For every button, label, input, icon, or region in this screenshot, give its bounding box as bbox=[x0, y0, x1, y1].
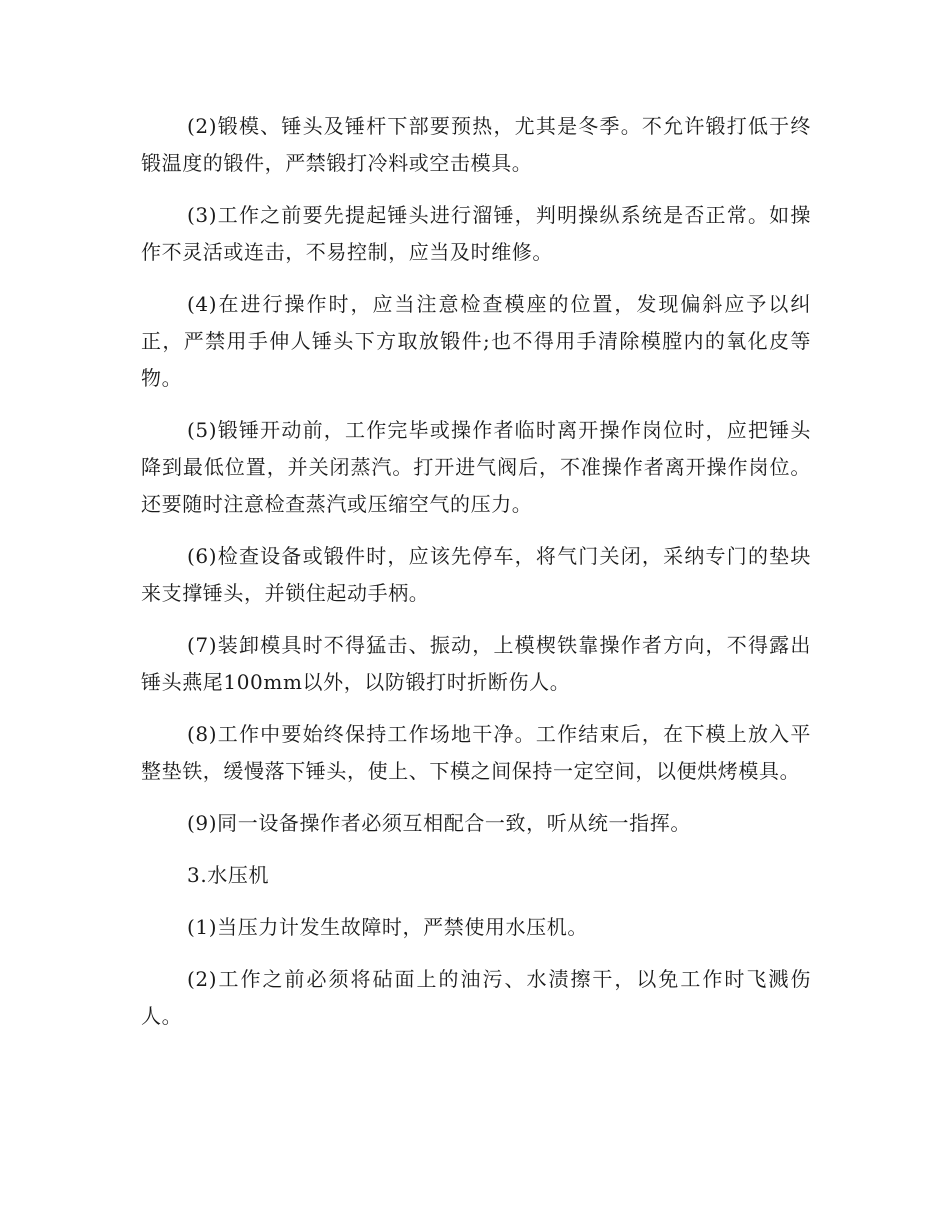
paragraph: (5)锻锤开动前，工作完毕或操作者临时离开操作岗位时，应把锤头降到最低位置，并关闭蒸汽。打开进气阀后，不准操作者离开操作岗位。还要随时注意检查蒸汽或压缩空气的压力。 bbox=[141, 418, 811, 516]
paragraph: (6)检查设备或锻件时，应该先停车，将气门关闭，采纳专门的垫块来支撑锤头，并锁住起动手柄。 bbox=[141, 544, 811, 605]
paragraph: (1)当压力计发生故障时，严禁使用水压机。 bbox=[187, 915, 588, 939]
paragraph: (8)工作中要始终保持工作场地干净。工作结束后，在下模上放入平整垫铁，缓慢落下锤头，使上、下模之间保持一定空间，以便烘烤模具。 bbox=[141, 722, 811, 783]
paragraph: (4)在进行操作时，应当注意检查模座的位置，发现偏斜应予以纠正，严禁用手伸人锤头下方取放锻件;也不得用手清除模膛内的氧化皮等物。 bbox=[141, 292, 811, 390]
section-heading: 3.水压机 bbox=[187, 863, 270, 887]
paragraph: (9)同一设备操作者必须互相配合一致，听从统一指挥。 bbox=[187, 811, 691, 835]
paragraph: (2)工作之前必须将砧面上的油污、水渍擦干，以免工作时飞溅伤人。 bbox=[141, 967, 811, 1028]
paragraph: (7)装卸模具时不得猛击、振动，上模楔铁靠操作者方向，不得露出锤头燕尾100mm以外，以防锻打时折断伤人。 bbox=[141, 633, 811, 694]
document-body bbox=[141, 108, 811, 1050]
paragraph: (2)锻模、锤头及锤杆下部要预热，尤其是冬季。不允许锻打低于终锻温度的锻件，严禁锻打冷料或空击模具。 bbox=[141, 114, 811, 175]
paragraph: (3)工作之前要先提起锤头进行溜锤，判明操纵系统是否正常。如操作不灵活或连击，不易控制，应当及时维修。 bbox=[141, 203, 811, 264]
